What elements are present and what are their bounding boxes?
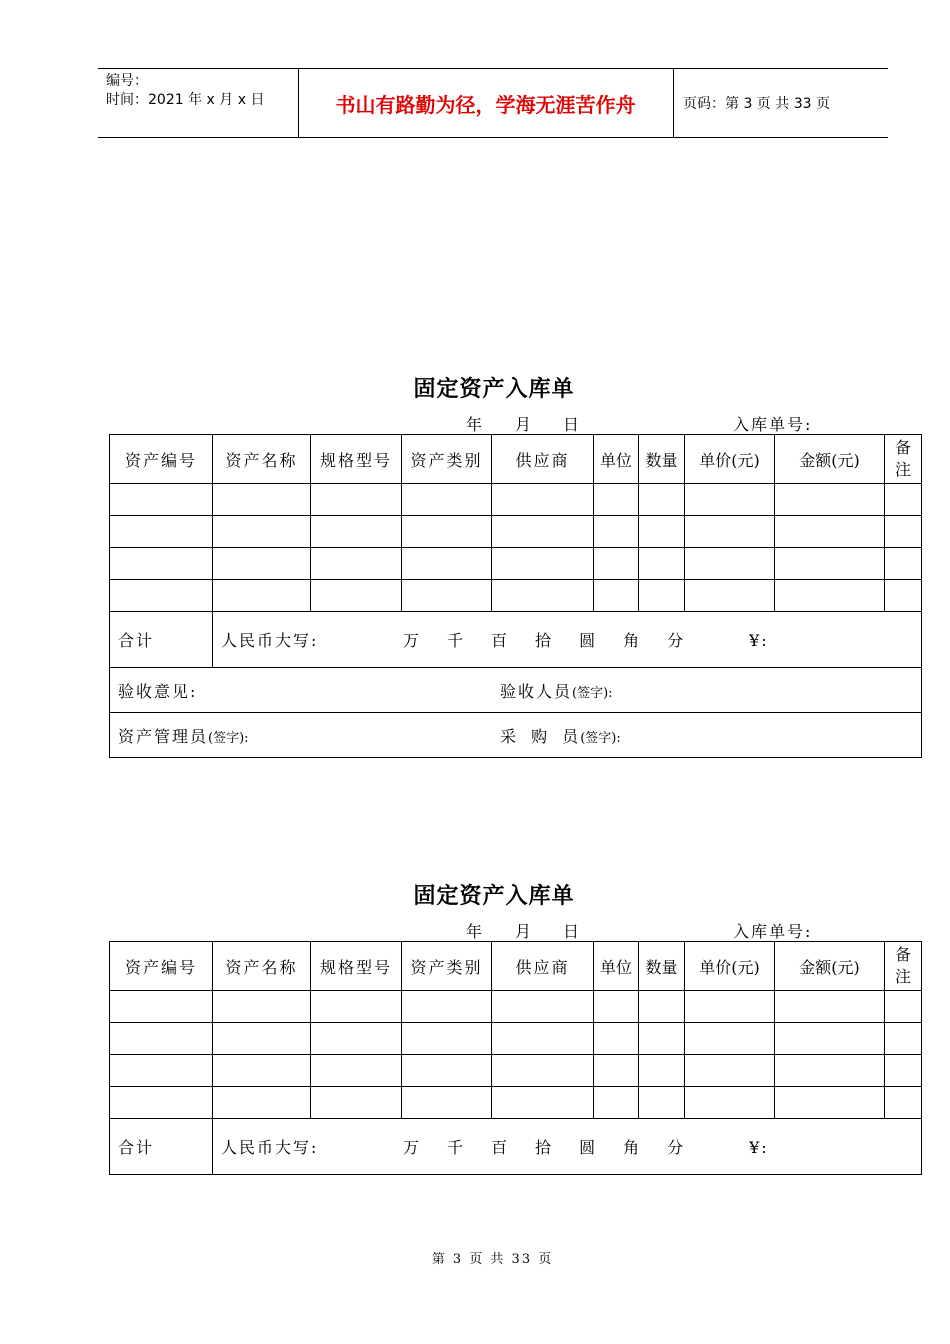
- col-asset-code: 资产编号: [110, 435, 213, 484]
- cell[interactable]: [110, 548, 213, 580]
- total-amount-cell[interactable]: [213, 1119, 922, 1175]
- cell[interactable]: [775, 991, 885, 1023]
- table-row: [110, 516, 922, 548]
- date-year-label: 年: [466, 415, 485, 434]
- acceptance-row: [110, 668, 922, 713]
- date-day-label: 日: [563, 415, 582, 434]
- total-amount-cell[interactable]: [213, 612, 922, 668]
- cell[interactable]: [492, 484, 594, 516]
- cell[interactable]: [402, 484, 492, 516]
- cell[interactable]: [685, 580, 775, 612]
- col-amount: 金额(元): [775, 942, 885, 991]
- cell[interactable]: [639, 516, 685, 548]
- unit-wan: 万: [403, 631, 422, 650]
- cell[interactable]: [311, 991, 402, 1023]
- cell[interactable]: [639, 484, 685, 516]
- cell[interactable]: [311, 1087, 402, 1119]
- col-spec-model: 规格型号: [311, 435, 402, 484]
- form-title: 固定资产入库单: [413, 884, 575, 909]
- total-label: 合计: [110, 612, 213, 668]
- date-day-label: 日: [563, 922, 582, 941]
- table-row: [110, 1055, 922, 1087]
- table-row: [110, 548, 922, 580]
- total-row: [110, 612, 922, 668]
- cell[interactable]: [885, 516, 922, 548]
- table-header-row: [110, 435, 922, 484]
- col-unit-price: 单价(元): [685, 942, 775, 991]
- cell[interactable]: [311, 516, 402, 548]
- unit-jiao: 角: [623, 1138, 642, 1157]
- col-unit: 单位: [594, 435, 639, 484]
- cell[interactable]: [639, 580, 685, 612]
- date-month-label: 月: [515, 922, 534, 941]
- cell[interactable]: [685, 1023, 775, 1055]
- page-info: 页码：第 3 页 共 33 页: [683, 96, 830, 112]
- cell[interactable]: [775, 1055, 885, 1087]
- cell[interactable]: [213, 1087, 311, 1119]
- date-year-label: 年: [466, 922, 485, 941]
- cell[interactable]: [402, 516, 492, 548]
- sign-note: (签字):: [208, 730, 249, 746]
- col-quantity: 数量: [639, 435, 685, 484]
- cell[interactable]: [492, 516, 594, 548]
- cell[interactable]: [492, 548, 594, 580]
- acceptance-opinion-label: 验收意见:: [118, 681, 198, 701]
- cell[interactable]: [639, 548, 685, 580]
- receipt-number-label: 入库单号:: [733, 922, 813, 941]
- col-quantity: 数量: [639, 942, 685, 991]
- cell[interactable]: [402, 548, 492, 580]
- rmb-units: [403, 631, 749, 650]
- cell[interactable]: [594, 548, 639, 580]
- cell[interactable]: [492, 580, 594, 612]
- table-row: [110, 991, 922, 1023]
- time-label: 时间：2021 年 x 月 x 日: [106, 92, 265, 108]
- cell[interactable]: [685, 516, 775, 548]
- cell[interactable]: [775, 1023, 885, 1055]
- cell[interactable]: [213, 516, 311, 548]
- signature-cell[interactable]: [110, 713, 922, 758]
- cell[interactable]: [594, 1055, 639, 1087]
- col-unit: 单位: [594, 942, 639, 991]
- page-header: [98, 68, 888, 138]
- unit-shi: 拾: [535, 1138, 554, 1157]
- cell[interactable]: [110, 991, 213, 1023]
- cell[interactable]: [492, 991, 594, 1023]
- cell[interactable]: [639, 991, 685, 1023]
- sign-note: (签字):: [572, 685, 613, 701]
- cell[interactable]: [213, 548, 311, 580]
- total-label: 合计: [110, 1119, 213, 1175]
- col-amount: 金额(元): [775, 435, 885, 484]
- receipt-number-label: 入库单号:: [733, 415, 813, 434]
- cell[interactable]: [110, 580, 213, 612]
- purchaser-label: 采 购 员: [500, 726, 581, 746]
- rmb-uppercase-label: 人民币大写:: [221, 1138, 319, 1157]
- cell[interactable]: [775, 1087, 885, 1119]
- cell[interactable]: [685, 484, 775, 516]
- cell[interactable]: [594, 580, 639, 612]
- cell[interactable]: [885, 1055, 922, 1087]
- acceptance-staff-label: 验收人员: [500, 681, 573, 701]
- col-spec-model: 规格型号: [311, 942, 402, 991]
- asset-manager-label: 资产管理员: [118, 726, 209, 746]
- cell[interactable]: [311, 548, 402, 580]
- page-footer: 第 3 页 共 33 页: [431, 1252, 554, 1267]
- cell[interactable]: [594, 516, 639, 548]
- cell[interactable]: [311, 1023, 402, 1055]
- cell[interactable]: [492, 1023, 594, 1055]
- cell[interactable]: [885, 548, 922, 580]
- unit-yuan: 圆: [579, 631, 598, 650]
- cell[interactable]: [639, 1055, 685, 1087]
- cell[interactable]: [775, 580, 885, 612]
- cell[interactable]: [492, 1055, 594, 1087]
- cell[interactable]: [110, 1087, 213, 1119]
- col-supplier: 供应商: [492, 435, 594, 484]
- cell[interactable]: [311, 1055, 402, 1087]
- unit-jiao: 角: [623, 631, 642, 650]
- cell[interactable]: [885, 991, 922, 1023]
- col-supplier: 供应商: [492, 942, 594, 991]
- cell[interactable]: [110, 1055, 213, 1087]
- rmb-units: [403, 1138, 749, 1157]
- cell[interactable]: [594, 1023, 639, 1055]
- cell[interactable]: [213, 580, 311, 612]
- cell[interactable]: [402, 1023, 492, 1055]
- cell[interactable]: [775, 516, 885, 548]
- cell[interactable]: [213, 484, 311, 516]
- unit-yuan: 圆: [579, 1138, 598, 1157]
- cell[interactable]: [885, 580, 922, 612]
- date-month-label: 月: [515, 415, 534, 434]
- col-asset-name: 资产名称: [213, 435, 311, 484]
- unit-wan: 万: [403, 1138, 422, 1157]
- unit-qian: 千: [447, 631, 466, 650]
- col-asset-category: 资产类别: [402, 942, 492, 991]
- col-remark: 备注: [885, 942, 922, 991]
- rmb-uppercase-label: 人民币大写:: [221, 631, 319, 650]
- acceptance-cell[interactable]: [110, 668, 922, 713]
- unit-fen: 分: [667, 631, 686, 650]
- yen-label: ¥:: [749, 631, 769, 650]
- col-unit-price: 单价(元): [685, 435, 775, 484]
- cell[interactable]: [639, 1087, 685, 1119]
- cell[interactable]: [685, 548, 775, 580]
- form-title: 固定资产入库单: [413, 377, 575, 402]
- col-asset-name: 资产名称: [213, 942, 311, 991]
- unit-fen: 分: [667, 1138, 686, 1157]
- cell[interactable]: [775, 484, 885, 516]
- signature-row: [110, 713, 922, 758]
- cell[interactable]: [402, 1087, 492, 1119]
- cell[interactable]: [594, 991, 639, 1023]
- cell[interactable]: [213, 991, 311, 1023]
- table-header-row: [110, 942, 922, 991]
- table-row: [110, 484, 922, 516]
- cell[interactable]: [639, 1023, 685, 1055]
- cell[interactable]: [492, 1087, 594, 1119]
- cell[interactable]: [402, 580, 492, 612]
- cell[interactable]: [594, 484, 639, 516]
- code-label: 编号：: [106, 73, 148, 89]
- unit-qian: 千: [447, 1138, 466, 1157]
- cell[interactable]: [110, 484, 213, 516]
- cell[interactable]: [775, 548, 885, 580]
- col-asset-category: 资产类别: [402, 435, 492, 484]
- table-row: [110, 580, 922, 612]
- asset-table: [109, 941, 922, 1175]
- cell[interactable]: [885, 1023, 922, 1055]
- asset-manager-group: [118, 724, 500, 747]
- cell[interactable]: [311, 484, 402, 516]
- total-row: [110, 1119, 922, 1175]
- unit-bai: 百: [491, 631, 510, 650]
- cell[interactable]: [885, 484, 922, 516]
- asset-table: [109, 434, 922, 758]
- cell[interactable]: [885, 1087, 922, 1119]
- header-motto: 书山有路勤为径，学海无涯苦作舟: [335, 92, 636, 117]
- cell[interactable]: [402, 1055, 492, 1087]
- cell[interactable]: [213, 1023, 311, 1055]
- cell[interactable]: [402, 991, 492, 1023]
- header-divider: [673, 69, 674, 137]
- cell[interactable]: [213, 1055, 311, 1087]
- cell[interactable]: [685, 1055, 775, 1087]
- col-remark: 备注: [885, 435, 922, 484]
- cell[interactable]: [685, 1087, 775, 1119]
- sign-note: (签字):: [580, 730, 621, 746]
- yen-label: ¥:: [749, 1138, 769, 1157]
- unit-shi: 拾: [535, 631, 554, 650]
- cell[interactable]: [594, 1087, 639, 1119]
- cell[interactable]: [685, 991, 775, 1023]
- table-row: [110, 1087, 922, 1119]
- cell[interactable]: [311, 580, 402, 612]
- cell[interactable]: [110, 1023, 213, 1055]
- col-asset-code: 资产编号: [110, 942, 213, 991]
- cell[interactable]: [110, 516, 213, 548]
- header-meta: [106, 72, 264, 110]
- unit-bai: 百: [491, 1138, 510, 1157]
- table-row: [110, 1023, 922, 1055]
